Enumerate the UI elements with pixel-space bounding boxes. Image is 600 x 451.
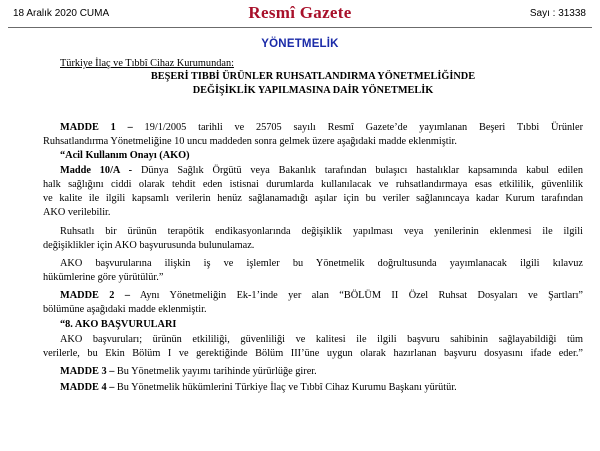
gazette-header [0,0,600,30]
line-text: 19/1/2005 tarihli ve 25705 sayılı Resmî Gazete’de yayımlanan Beşeri Tıbbi Ürünler [132,122,584,133]
line-text: hükümlerine göre yürütülür.” [43,272,164,283]
text-line [43,193,583,205]
line-text: Bu Yönetmelik yayımı tarihinde yürürlüğe girer. [114,366,317,377]
text-line [60,258,583,270]
text-line [60,58,234,70]
line-text: DEĞİŞİKLİK YAPILMASINA DAİR YÖNETMELİK [192,85,434,96]
text-line [43,272,163,284]
issue-date: 18 Aralık 2020 CUMA [13,8,110,19]
line-text: BEŞERİ TIBBİ ÜRÜNLER RUHSATLANDIRMA YÖNETMELİĞİNDE [150,71,476,82]
line-text: verilerle, bu Ekin Bölüm I ve gerektiğinde Bölüm III’üne uygun olarak hazırlanan başvuru dosyasını ifade eder.” [43,348,583,359]
text-line [60,226,583,238]
line-text: AKO başvuruları; ürünün etkililiği, güvenliliği ve kalitesi ile ilgili başvuru sahibinin sağlayabildiği tüm [60,334,583,345]
article-label: MADDE 1 – [60,122,133,133]
text-line [43,85,583,97]
text-line [43,348,583,360]
line-text: Ruhsatlı bir ürünün terapötik endikasyonlarında değişiklik yapılması veya yenilerinin eklenmesi ile ilgili [60,226,583,237]
line-text: Türkiye İlaç ve Tıbbî Cihaz Kurumundan: [60,58,234,69]
line-text: “Acil Kullanım Onayı (AKO) [60,150,190,161]
line-text: değişiklikler için AKO başvurusunda bulunulamaz. [43,240,255,251]
text-line [43,179,583,191]
article-label: MADDE 3 – [60,366,115,377]
article-label: Madde 10/A - [60,165,133,176]
text-line [60,122,583,134]
text-line [60,319,176,331]
line-text: ve kalite ile ilgili kapsamlı verilerin henüz sağlanamadığı aşılar için bu veriler sağlanıncaya kadar Kurum tarafından [43,193,583,204]
text-line [60,334,583,346]
line-text: Ruhsatlandırma Yönetmeliğine 10 uncu maddeden sonra gelmek üzere aşağıdaki madde eklenmiştir. [43,136,457,147]
gazette-title: Resmî Gazete [248,3,352,22]
article-label: MADDE 2 – [60,290,131,301]
header-divider [8,27,592,28]
line-text: halk sağlığını ciddi olarak tehdit eden istisnai durumlarda kullanılacak ve ruhsatlandırmaya esas etkililik, güvenlilik [43,179,583,190]
text-line [60,290,583,302]
text-line [60,165,583,177]
line-text: Bu Yönetmelik hükümlerini Türkiye İlaç ve Tıbbî Cihaz Kurumu Başkanı yürütür. [114,382,457,393]
line-text: AKO verilebilir. [43,207,111,218]
text-line [60,382,457,394]
article-label: MADDE 4 – [60,382,115,393]
text-line [60,150,190,162]
section-title: YÖNETMELİK [261,38,339,50]
text-line [43,71,583,83]
issue-number: Sayı : 31338 [529,8,586,19]
line-text: “8. AKO BAŞVURULARI [60,319,177,330]
line-text: Dünya Sağlık Örgütü veya Bakanlık tarafından bulaşıcı hastalıklar kapsamında kabul edilen [132,165,583,176]
line-text: AKO başvurularına ilişkin iş ve işlemler bu Yönetmelik doğrultusunda yayımlanacak ilgili kılavuz [60,258,583,269]
text-line [43,240,254,252]
line-text: bölümüne aşağıdaki madde eklenmiştir. [43,304,207,315]
text-line [43,304,207,316]
line-text: Aynı Yönetmeliğin Ek-1’inde yer alan “BÖLÜM II Özel Ruhsat Dosyaları ve Şartları” [130,290,583,301]
text-line [60,366,317,378]
text-line [43,136,457,148]
text-line [43,207,111,219]
